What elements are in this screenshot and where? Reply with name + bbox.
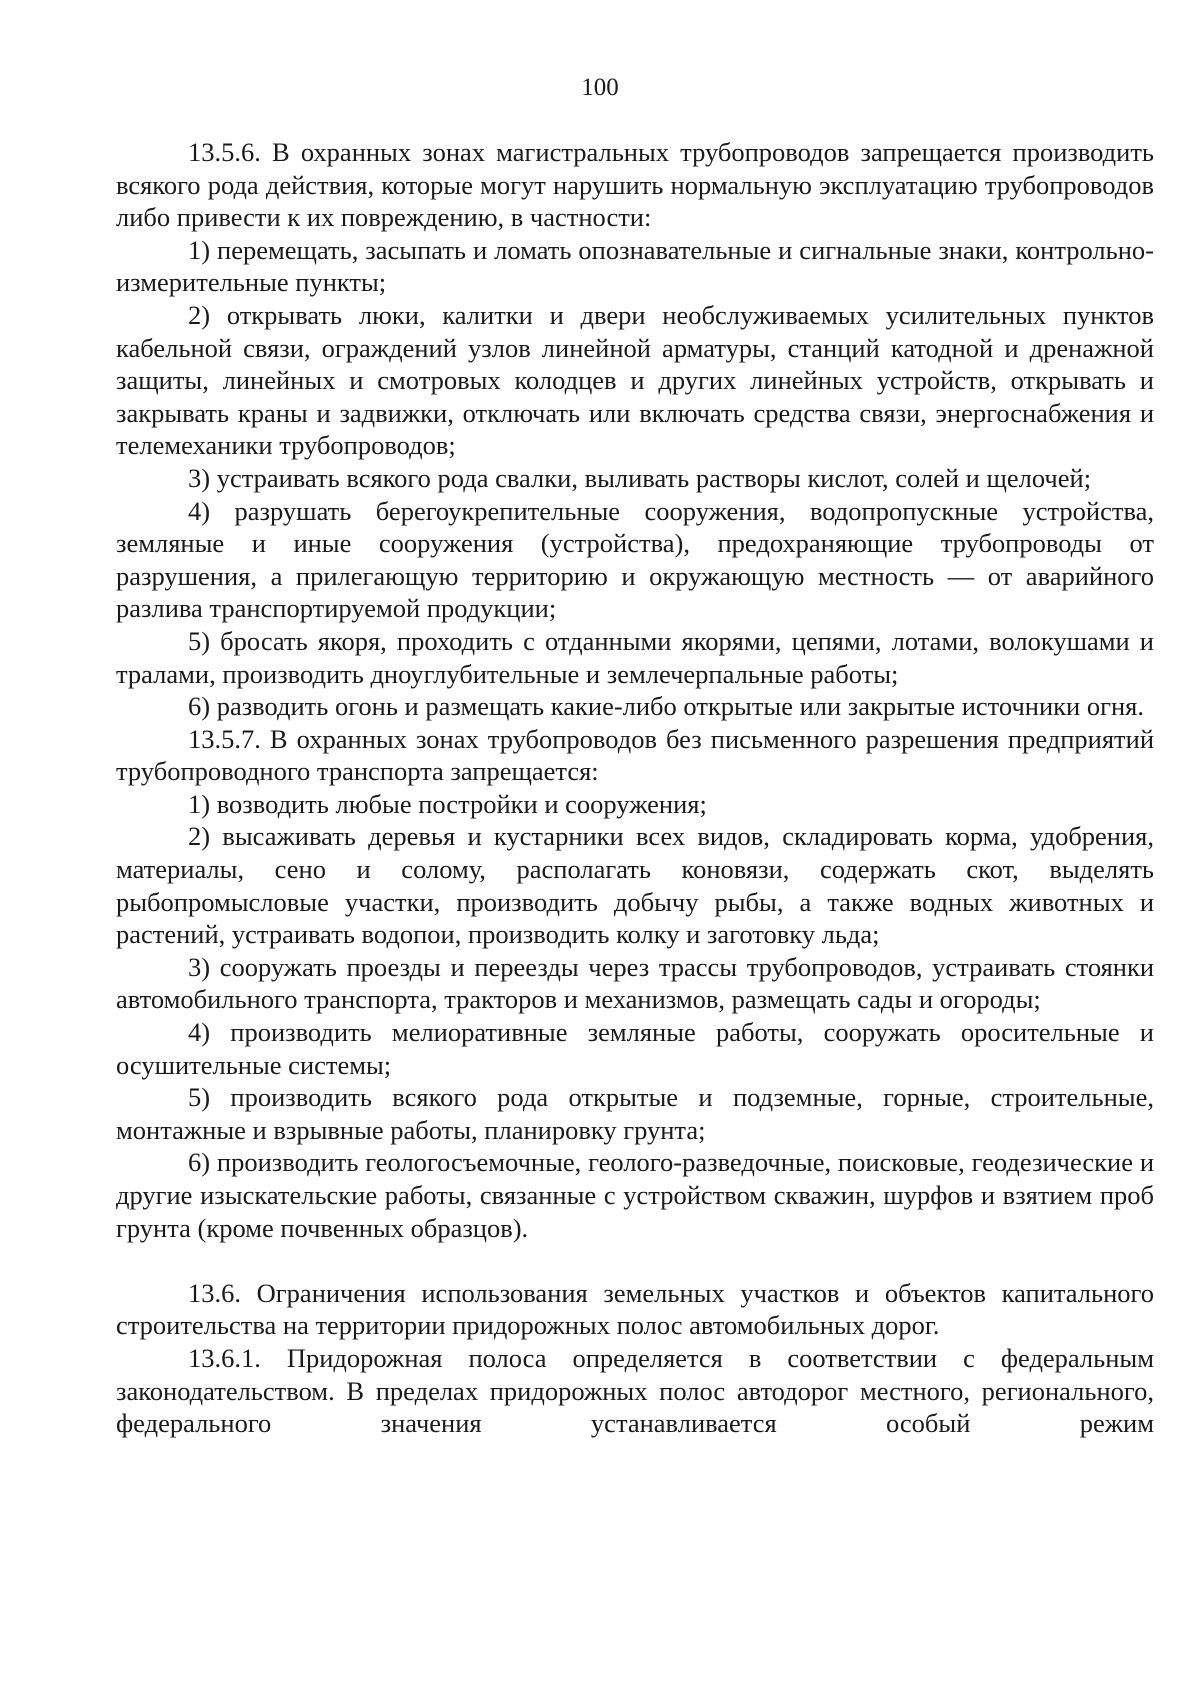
list-item-4: 4) производить мелиоративные земляные работы, сооружать оросительные и осушительные системы; [116, 1017, 1154, 1080]
list-item-1: 1) возводить любые постройки и сооружения; [188, 788, 707, 819]
document-body [116, 136, 1154, 1440]
page-number: 100 [581, 74, 619, 101]
list-item-4: 4) разрушать берегоукрепительные сооружения, водопропускные устройства, земляные и иные сооружения (устройства), предохраняющие трубопроводы от разрушения, а прилегающую территорию и окружающую местность — от аварийного разлива транспортируемой продукции; [116, 495, 1154, 624]
list-item-6: 6) разводить огонь и размещать какие-либо открытые или закрытые источники огня. [188, 691, 1144, 722]
list-item-5: 5) бросать якоря, проходить с отданными якорями, цепями, лотами, волокушами и тралами, производить дноуглубительные и землечерпальные работы; [116, 625, 1154, 689]
list-item-2: 2) высаживать деревья и кустарники всех видов, складировать корма, удобрения, материалы, сено и солому, располагать коновязи, содержать скот, выделять рыбопромысловые участки, производить добычу рыбы, а также водных животных и растений, устраивать водопои, производить колку и заготовку льда; [116, 821, 1154, 950]
list-item-2: 2) открывать люки, калитки и двери необслуживаемых усилительных пунктов кабельной связи, ограждений узлов линейной арматуры, станций катодной и дренажной защиты, линейных и смотровых колодцев и других линейных устройств, открывать и закрывать краны и задвижки, отключать или включать средства связи, энергоснабжения и телемеханики трубопроводов; [116, 299, 1154, 461]
list-item-3: 3) сооружать проезды и переезды через трассы трубопроводов, устраивать стоянки автомобильного транспорта, тракторов и механизмов, размещать сады и огороды; [116, 951, 1154, 1015]
paragraph-13-5-7: 13.5.7. В охранных зонах трубопроводов без письменного разрешения предприятий трубопроводного транспорта запрещается: [116, 723, 1154, 787]
list-item-3: 3) устраивать всякого рода свалки, выливать растворы кислот, солей и щелочей; [188, 462, 1092, 493]
list-item-5: 5) производить всякого рода открытые и подземные, горные, строительные, монтажные и взрывные работы, планировку грунта; [116, 1082, 1154, 1145]
paragraph-13-5-6: 13.5.6. В охранных зонах магистральных трубопроводов запрещается производить всякого рода действия, которые могут нарушить нормальную эксплуатацию трубопроводов либо привести к их повреждению, в частности: [116, 137, 1154, 233]
section-spacer [116, 1244, 1154, 1277]
list-item-1: 1) перемещать, засыпать и ломать опознавательные и сигнальные знаки, контрольно-измерительные пункты; [116, 234, 1154, 298]
section-heading-13-6: 13.6. Ограничения использования земельных участков и объектов капитального строительства на территории придорожных полос автомобильных дорог. [116, 1277, 1154, 1341]
list-item-6: 6) производить геологосъемочные, геолого-разведочные, поисковые, геодезические и другие изыскательские работы, связанные с устройством скважин, шурфов и взятием проб грунта (кроме почвенных образцов). [116, 1147, 1154, 1243]
paragraph-13-6-1: 13.6.1. Придорожная полоса определяется в соответствии с федеральным законодательством. В пределах придорожных полос автодорог местного, регионального, федерального значения устанавливается особый режим [116, 1342, 1154, 1439]
